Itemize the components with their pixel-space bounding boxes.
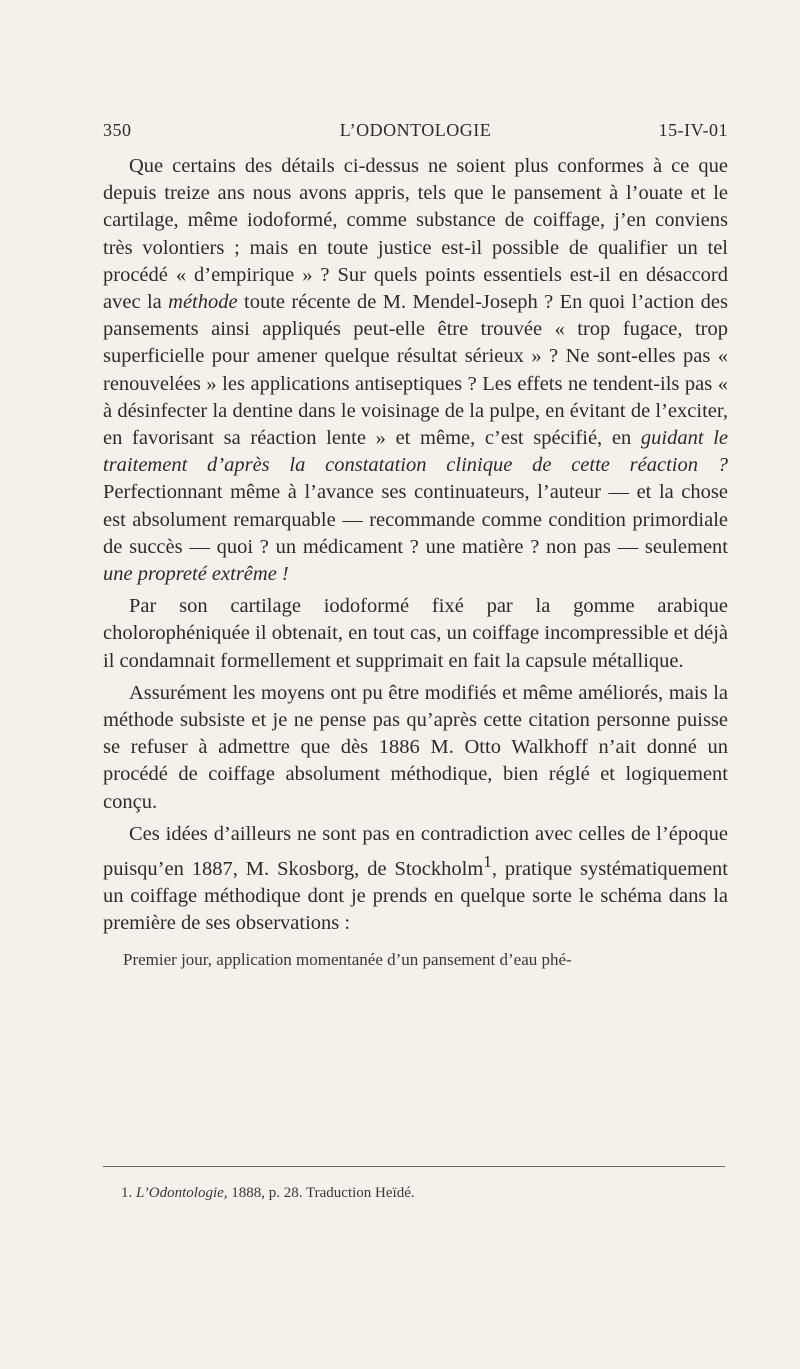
page-number: 350	[103, 120, 132, 140]
journal-title: L’ODONTOLOGIE	[339, 120, 492, 140]
paragraph-1: Que certains des détails ci-dessus ne soient plus conformes à ce que depuis treize ans nous avons appris, tels que le pansement à l’ouate et le cartilage, même iodoformé, comme substance de coiffage, j’en conviens très volontiers ; mais en toute justice est-il possible de qualifier un tel procédé « d’empirique » ? Sur quels points essentiels est-il en désaccord avec la méthode toute récente de M. Mendel-Joseph ? En quoi l’action des pansements ainsi appliqués peut-elle être trouvée « trop fugace, trop superficielle pour amener quelque résultat sérieux » ? Ne sont-elles pas « renouvelées » les applications antiseptiques ? Les effets ne tendent-ils pas « à désinfecter la dentine dans le voisinage de la pulpe, en évitant de l’exciter, en favorisant sa réaction lente » et même, c’est spécifié, en guidant le traitement d’après la constatation clinique de cette réaction ? Perfectionnant même à l’avance ses continuateurs, l’auteur — et la chose est absolument remarquable — recommande comme condition primordiale de succès — quoi ? un médicament ? une matière ? non pas — seulement une propreté extrême !	[103, 155, 729, 586]
italic-proprete: une propreté extrême !	[103, 563, 289, 586]
body-text	[103, 153, 728, 973]
paragraph-4: Ces idées d’ailleurs ne sont pas en contradiction avec celles de l’époque puisqu’en 1887, M. Skosborg, de Stockholm$^1$, pratique systématiquement un coiffage méthodique dont je prends en quelque sorte le schéma dans la première de ses observations :	[103, 822, 728, 935]
issue-date: 15-IV-01	[658, 120, 728, 140]
italic-guidant: guidant le traitement d’après la constatation clinique de cette réaction ?	[103, 427, 729, 477]
paragraph-5: Premier jour, application momentanée d’un pansement d’eau phé-	[123, 949, 572, 969]
footnote-ref: 1	[483, 852, 492, 872]
footnote-source: L’Odontologie,	[136, 1185, 228, 1201]
footnote: 1. L’Odontologie, 1888, p. 28. Traduction Heïdé.	[121, 1185, 415, 1201]
footnote-divider	[103, 1166, 725, 1167]
paragraph-2: Par son cartilage iodoformé fixé par la gomme arabique cholorophéniquée il obtenait, en tout cas, un coiffage incompressible et déjà il condamnait formellement et supprimait en fait la capsule métallique.	[103, 595, 728, 672]
italic-methode: méthode	[168, 291, 238, 314]
paragraph-3: Assurément les moyens ont pu être modifiés et même améliorés, mais la méthode subsiste et je ne pense pas qu’après cette citation personne puisse se refuser à admettre que dès 1886 M. Otto Walkhoff n’ait donné un procédé de coiffage absolument méthodique, bien réglé et logiquement conçu.	[103, 681, 728, 813]
